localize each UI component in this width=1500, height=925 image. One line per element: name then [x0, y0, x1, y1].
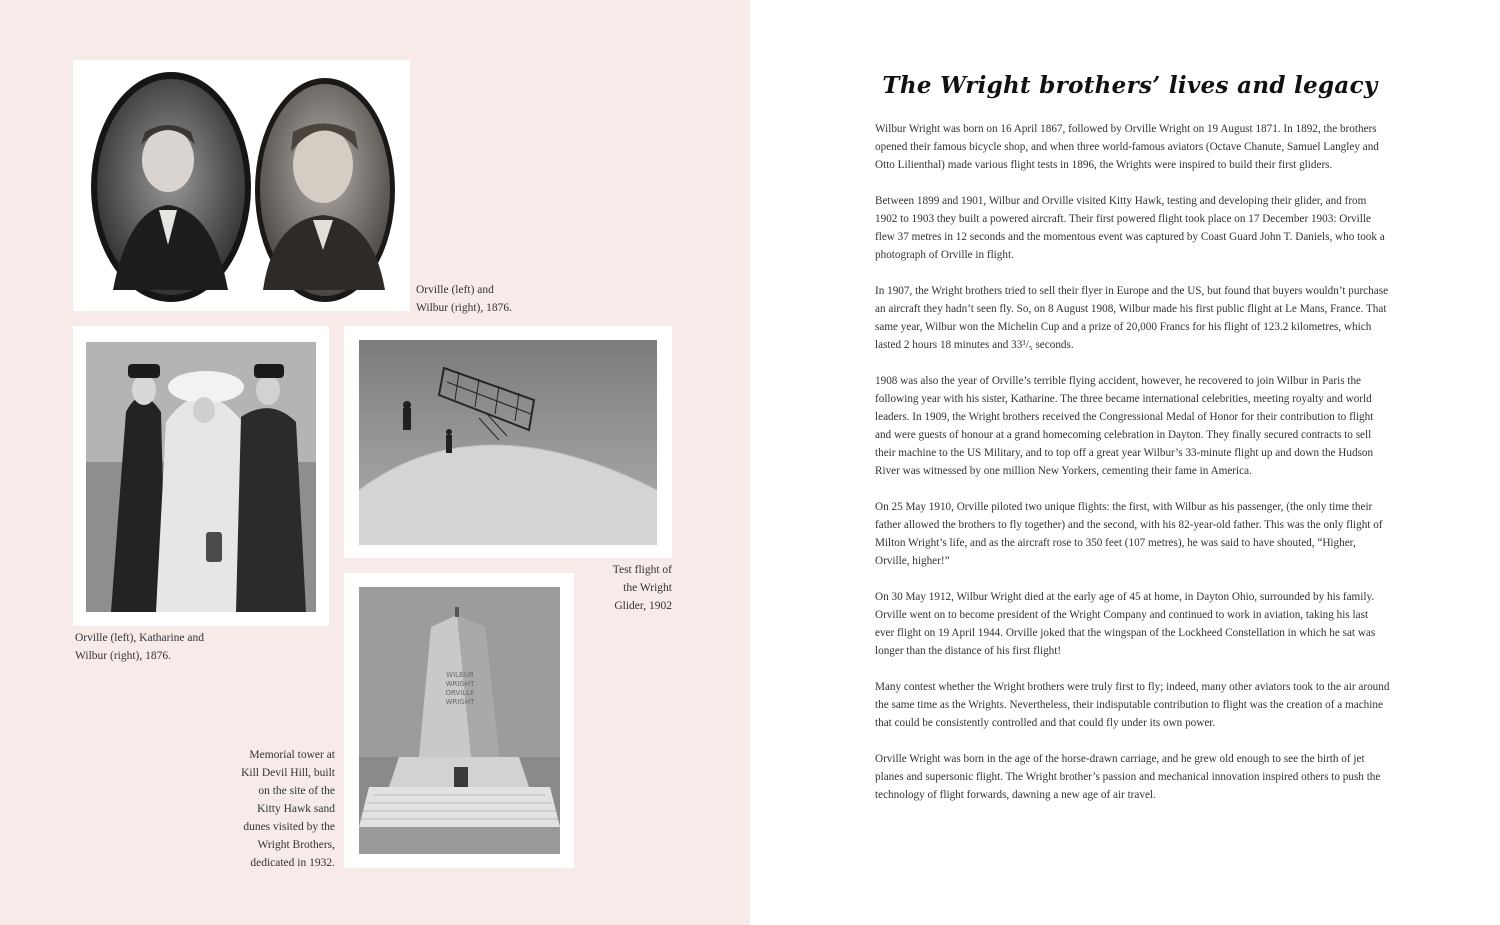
memorial-inscription-line: ORVILLE [445, 689, 475, 697]
group-image [86, 342, 316, 612]
caption-line: Kitty Hawk sand [257, 803, 335, 815]
caption-line: dedicated in 1932. [250, 857, 335, 869]
paragraph: Orville Wright was born in the age of the horse-drawn carriage, and he grew old enough to see the birth of jet planes and supersonic flight. The Wright brother’s passion and mechanical innovation inspired others to push the technology of flight forwards, dawning a new age of air travel. [875, 753, 1381, 801]
caption-line: Wright Brothers, [257, 839, 335, 851]
caption-line: Kill Devil Hill, built [241, 767, 335, 779]
caption-line: Wilbur (right), 1876. [75, 650, 171, 662]
caption-line: Orville (left) and [416, 284, 494, 296]
memorial-inscription-line: WILBUR [446, 671, 474, 679]
paragraph: 1908 was also the year of Orville’s terrible flying accident, however, he recovered to join Wilbur in Paris the following year with his sister, Katharine. The three became international celebrities, meeting royalty and world leaders. In 1909, the Wright brothers received the Congressional Medal of Honor for their contribution to flight and were guests of honour at a grand homecoming celebration in Dayton. They finally secured contracts to sell their machine to the US Military, and to top off a great year Wilbur’s 33-minute flight up and down the Hudson River was witnessed by one million New Yorkers, cementing their fame in America. [875, 375, 1374, 477]
photo-group [73, 326, 329, 626]
photo-glider [344, 326, 672, 558]
caption-line: Memorial tower at [249, 749, 335, 761]
page-title: The Wright brothers’ lives and legacy [882, 72, 1378, 99]
paragraph: On 25 May 1910, Orville piloted two unique flights: the first, with Wilbur as his passenger, (the only time their father allowed the brothers to fly together) and the second, with his 82-year-old father. This was the only flight of Milton Wright’s life, and as the aircraft rose to 350 feet (107 metres), he was said to have shouted, “Higher, Orville, higher!” [875, 501, 1383, 567]
glider-image [359, 340, 657, 545]
paragraph: On 30 May 1912, Wilbur Wright died at the early age of 45 at home, in Dayton Ohio, surrounded by his family. Orville went on to become president of the Wright Company and continued to work in aviation, taking his last ever flight on 19 April 1944. Orville joked that the wingspan of the Lockheed Constellation in which he sat was longer than the distance of his first flight! [875, 591, 1376, 657]
caption-glider [572, 561, 672, 615]
caption-line: Wilbur (right), 1876. [416, 302, 512, 314]
paragraph: Wilbur Wright was born on 16 April 1867, followed by Orville Wright on 19 August 1871. In 1892, the brothers opened their famous bicycle shop, and when three world-famous aviators (Octave Chanute, Samuel Langley and Otto Lilienthal) made various flight tests in 1896, the Wrights were inspired to build their first gliders. [875, 123, 1379, 171]
memorial-inscription-line: WRIGHT [445, 698, 475, 706]
paragraph: Many contest whether the Wright brothers were truly first to fly; indeed, many other aviators took to the air around the same time as the Wrights. Nevertheless, their indisputable contribution to flight was the creation of a machine that could be consistently controlled and that could fly under its own power. [875, 681, 1390, 729]
paragraph: In 1907, the Wright brothers tried to sell their flyer in Europe and the US, but found that buyers wouldn’t purchase an aircraft they hadn’t seen fly. So, on 8 August 1908, Wilbur made his first public flight at Le Mans, France. That same year, Wilbur won the Michelin Cup and a prize of 20,000 Francs for his flight of 123.2 kilometres, which lasted 2 hours 18 minutes and 33³/₅ seconds. [875, 285, 1389, 351]
memorial-image [359, 587, 560, 854]
article-body [875, 120, 1390, 822]
portraits-image [73, 60, 410, 311]
photo-memorial [344, 573, 574, 868]
caption-line: the Wright [623, 582, 672, 594]
paragraph: Between 1899 and 1901, Wilbur and Orville visited Kitty Hawk, testing and developing their glider, and from 1902 to 1903 they built a powered aircraft. Their first powered flight took place on 17 December 1903: Orville flew 37 metres in 12 seconds and the momentous event was captured by Coast Guard John T. Daniels, who took a photograph of Orville in flight. [875, 195, 1385, 261]
caption-memorial [195, 746, 335, 872]
caption-line: Orville (left), Katharine and [75, 632, 204, 644]
caption-portraits [416, 281, 512, 317]
caption-line: Test flight of [612, 564, 672, 576]
caption-group [75, 629, 204, 665]
memorial-inscription-line: WRIGHT [445, 680, 475, 688]
photo-portraits [73, 60, 410, 311]
caption-line: Glider, 1902 [614, 600, 672, 612]
right-page [750, 0, 1500, 925]
caption-line: on the site of the [258, 785, 335, 797]
caption-line: dunes visited by the [243, 821, 335, 833]
